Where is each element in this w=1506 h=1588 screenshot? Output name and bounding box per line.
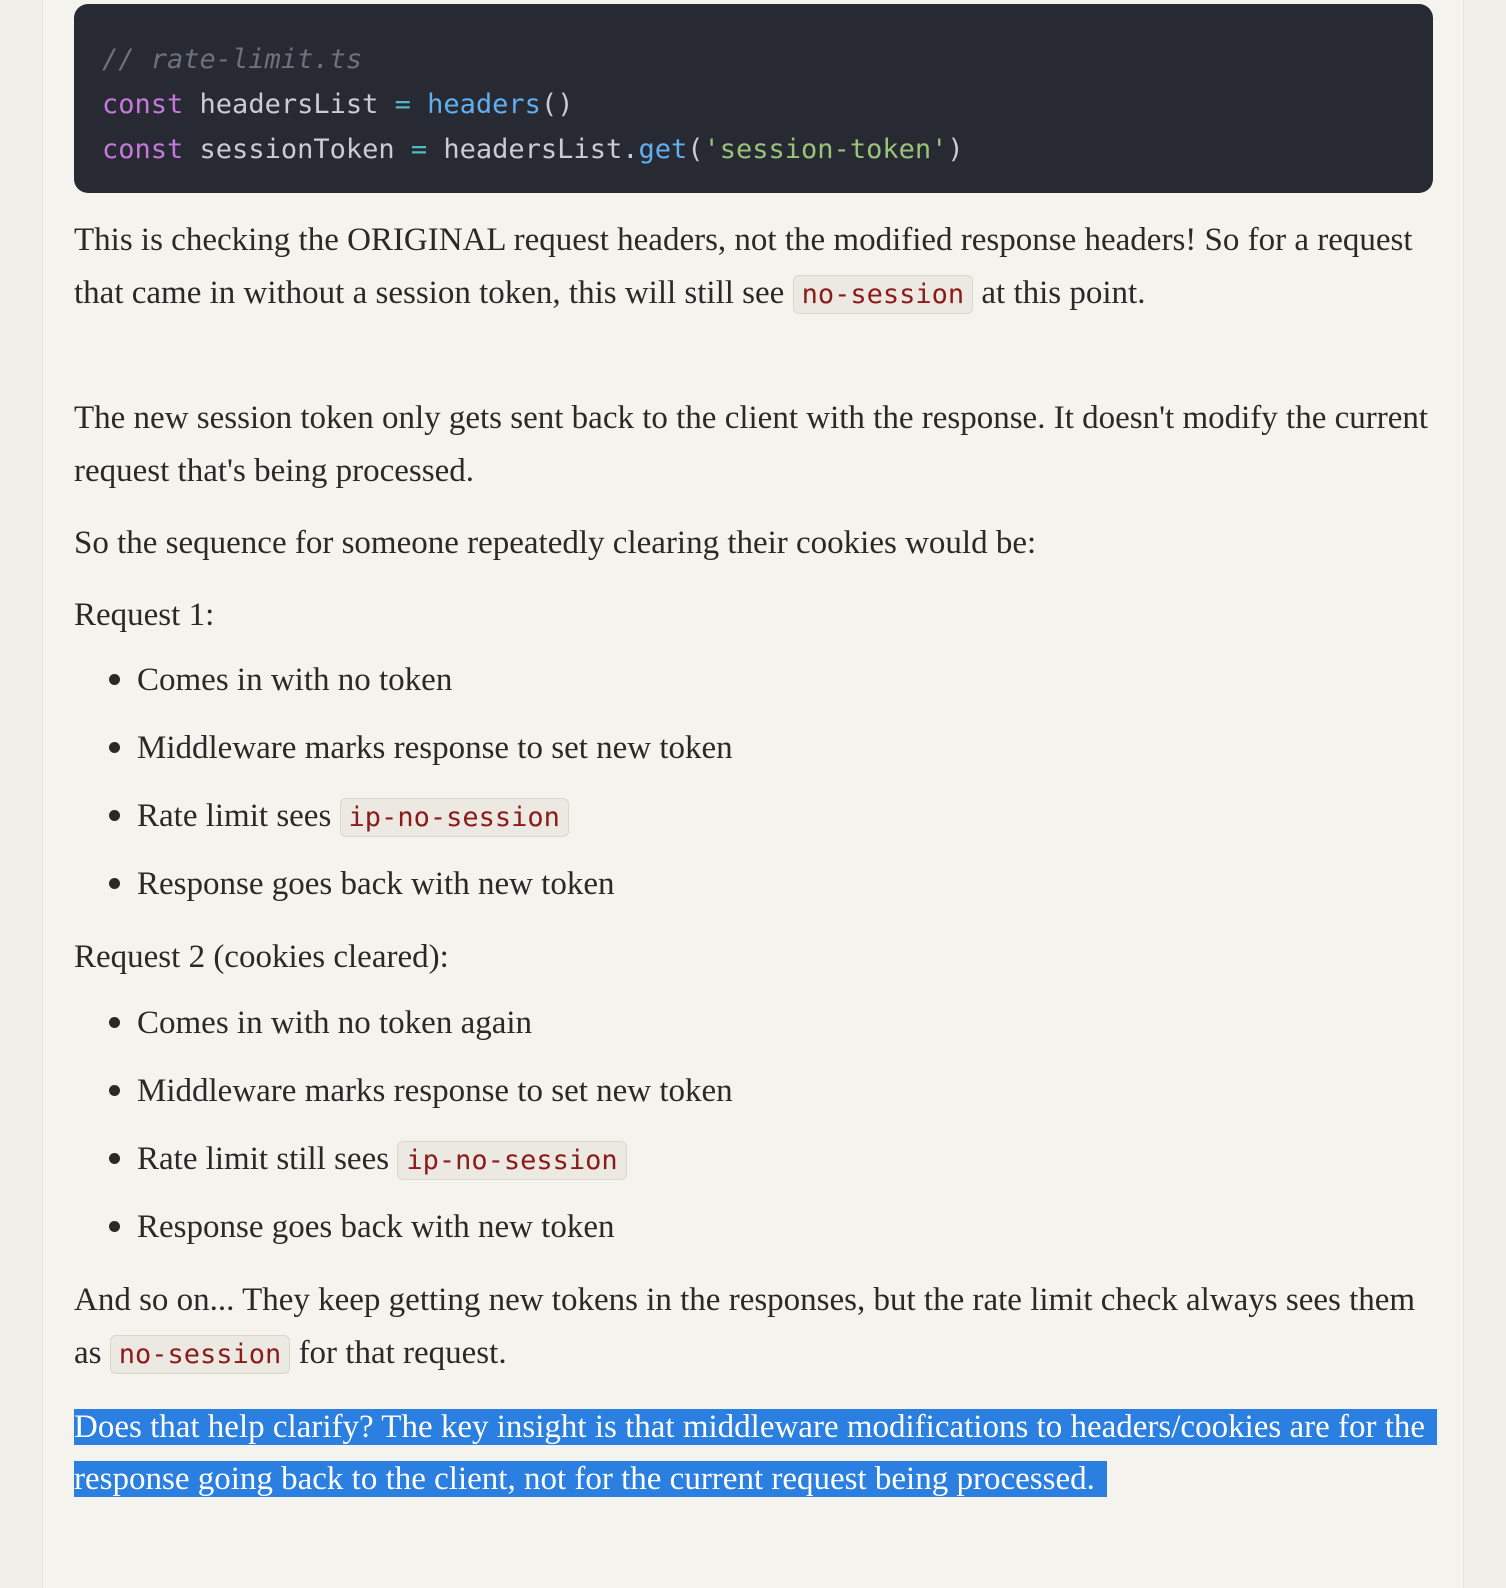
list-item-text: Comes in with no token again: [137, 1005, 533, 1041]
code-token-comment: // rate-limit.ts: [102, 44, 363, 75]
list-item: [74, 1202, 1374, 1270]
bullet-dot-icon: [109, 878, 120, 889]
list-item: [74, 723, 1374, 791]
list-item: [74, 998, 1374, 1066]
inline-code-no-session: no-session: [793, 275, 974, 314]
paragraph-original-headers: [74, 214, 1433, 321]
message-panel: [42, 0, 1464, 1588]
code-token-keyword: const: [102, 89, 200, 120]
list-item-text: Rate limit sees: [137, 798, 340, 834]
code-token-plain: (): [540, 89, 574, 120]
inline-code: ip-no-session: [397, 1141, 626, 1180]
list-item-text: Response goes back with new token: [137, 1209, 615, 1245]
code-token-plain: sessionToken: [199, 134, 411, 165]
paragraph-text: for that request.: [290, 1335, 507, 1371]
code-token-func: headers: [427, 89, 541, 120]
paragraph-clarify-selected[interactable]: [74, 1401, 1433, 1505]
bullet-dot-icon: [109, 674, 120, 685]
paragraph-new-session-token: The new session token only gets sent back to the client with the response. It doesn't modify the current request that's being processed.: [74, 400, 1429, 489]
code-line: [102, 82, 1405, 127]
list-item: [74, 1134, 1374, 1202]
bullet-dot-icon: [109, 1153, 120, 1164]
list-item-text: Response goes back with new token: [137, 866, 615, 902]
code-token-keyword: const: [102, 134, 200, 165]
code-token-plain: headersList: [199, 89, 395, 120]
request-1-heading: Request 1:: [74, 597, 215, 633]
code-block: [74, 4, 1433, 193]
request-1-list: [74, 655, 1374, 927]
text-selection-highlight[interactable]: Does that help clarify? The key insight is that middleware modifications to headers/cookies are for the response going back to the client, not for the current request being processed.: [74, 1409, 1437, 1497]
list-item: [74, 655, 1374, 723]
code-token-plain: ): [947, 134, 964, 165]
code-token-op: =: [394, 89, 428, 120]
list-item: [74, 791, 1374, 859]
request-2-list: [74, 998, 1374, 1270]
inline-code: ip-no-session: [340, 798, 569, 837]
code-token-plain: (: [687, 134, 704, 165]
list-item: [74, 1066, 1374, 1134]
code-line: [102, 127, 1405, 172]
code-token-plain: headersList.: [443, 134, 639, 165]
request-2-heading: Request 2 (cookies cleared):: [74, 939, 449, 975]
bullet-dot-icon: [109, 1085, 120, 1096]
list-item-text: Rate limit still sees: [137, 1141, 398, 1177]
bullet-dot-icon: [109, 1221, 120, 1232]
code-token-string: 'session-token': [703, 134, 948, 165]
bullet-dot-icon: [109, 1017, 120, 1028]
bullet-dot-icon: [109, 742, 120, 753]
code-token-func: get: [638, 134, 688, 165]
list-item-text: Middleware marks response to set new token: [137, 1073, 733, 1109]
paragraph-and-so-on: [74, 1274, 1433, 1381]
paragraph-text: This is checking the ORIGINAL request headers, not the modified response headers! So for a request that came in without a session token, this will still see: [74, 222, 1413, 311]
list-item-text: Middleware marks response to set new token: [137, 730, 733, 766]
code-token-op: =: [410, 134, 444, 165]
paragraph-text: at this point.: [973, 275, 1146, 311]
list-item-text: Comes in with no token: [137, 662, 453, 698]
inline-code-no-session: no-session: [110, 1335, 291, 1374]
paragraph-text: And so on... They keep getting new tokens in the responses, but the rate limit check always sees them as: [74, 1282, 1416, 1371]
paragraph-sequence-intro: So the sequence for someone repeatedly clearing their cookies would be:: [74, 525, 1037, 561]
bullet-dot-icon: [109, 810, 120, 821]
list-item: [74, 859, 1374, 927]
code-line: [102, 37, 1405, 82]
assistant-message: [74, 0, 1433, 1497]
